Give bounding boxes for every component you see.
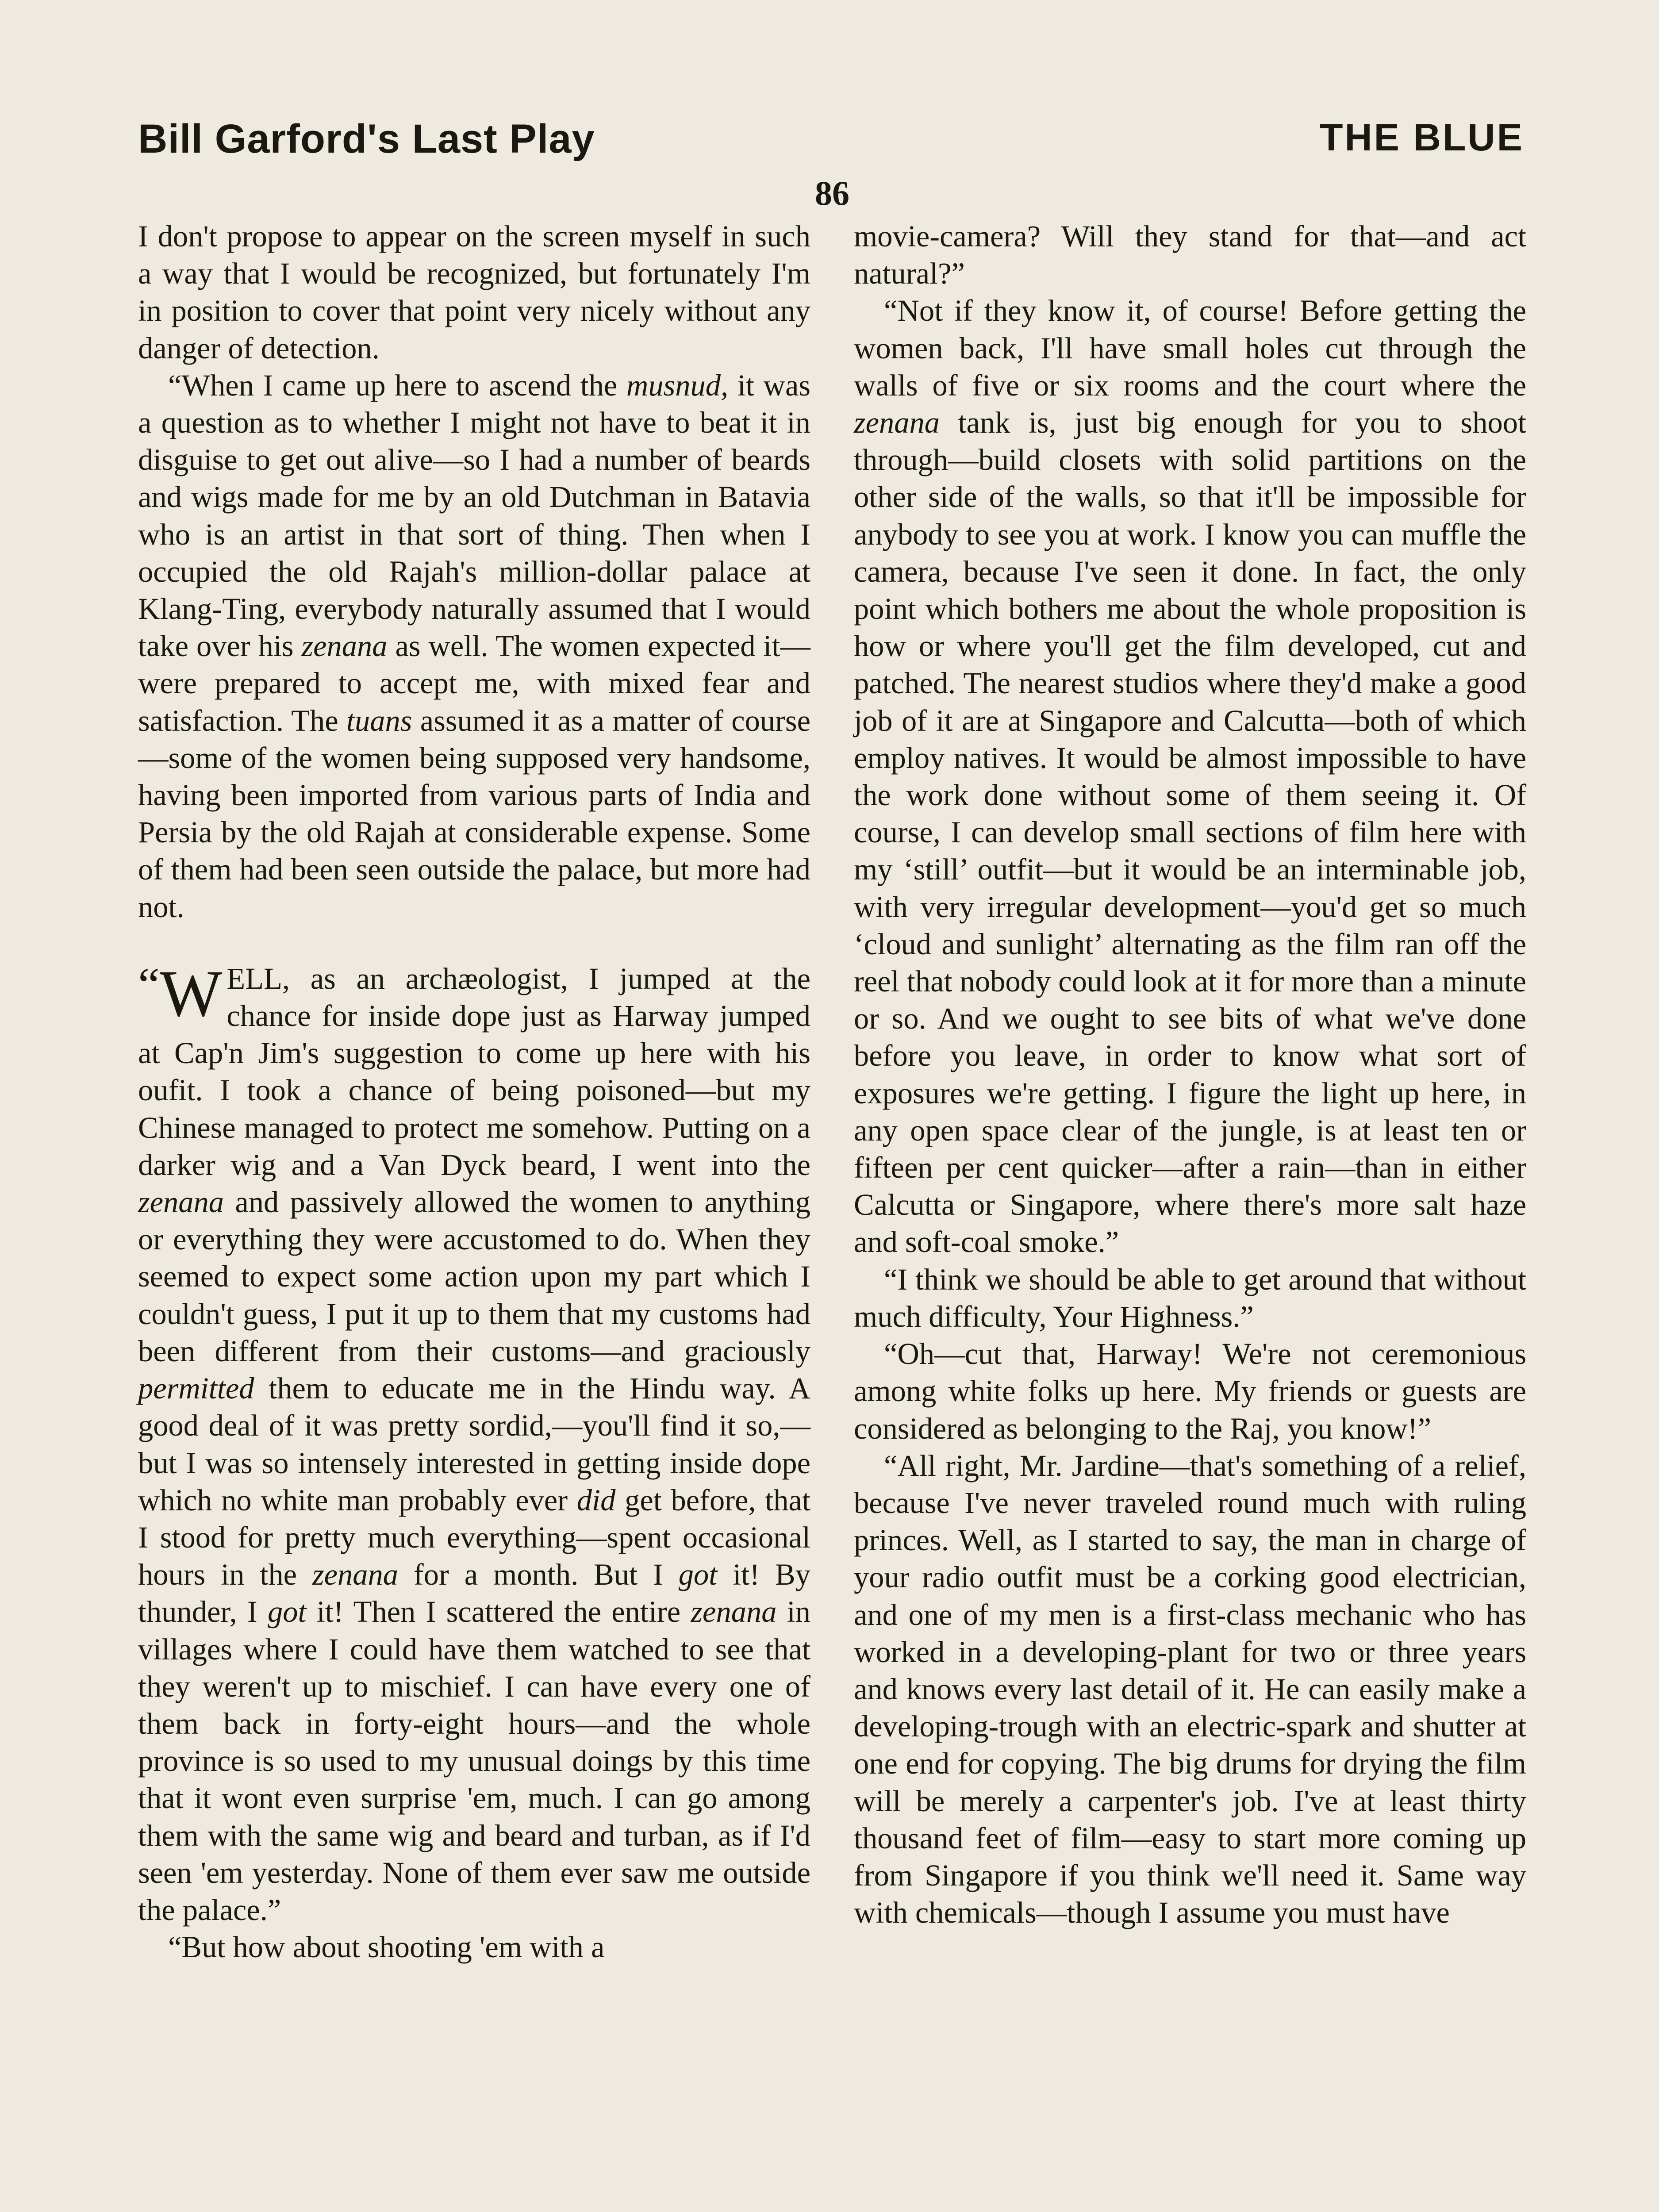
- right-column: [854, 218, 1526, 1931]
- section-opening-paragraph: “W ELL, as an archæologist, I jumped at the chance for inside dope just as Harway jumped at Cap'n Jim's suggestion to come up here with his oufit. I took a chance of being poisoned—but my Chinese managed to protect me somehow. Putting on a darker wig and a Van Dyck beard, I went into the zenana and passively allowed the women to anything or everything they were accustomed to do. When they seemed to expect some action upon my part which I couldn't guess, I put it up to them that my customs had been different from their customs—and graciously permitted them to educate me in the Hindu way. A good deal of it was pretty sordid,—you'll find it so,—but I was so intensely interested in getting inside dope which no white man probably ever did get before, that I stood for pretty much everything—spent occasional hours in the zenana for a month. But I got it! By thunder, I got it! Then I scattered the entire zenana in villages where I could have them watched to see that they weren't up to mischief. I can have every one of them back in forty-eight hours—and the whole province is so used to my unusual doings by this time that it wont even surprise 'em, much. I can go among them with the same wig and beard and turban, as if I'd seen 'em yesterday. None of them ever saw me outside the palace.”: [138, 956, 810, 1927]
- page-number: 86: [815, 174, 849, 212]
- drop-cap: “W: [138, 956, 223, 1030]
- left-column: [138, 218, 810, 1966]
- paragraph: “I think we should be able to get around that without much difficulty, Your Highness.”: [854, 1262, 1526, 1333]
- paragraph: “Not if they know it, of course! Before getting the women back, I'll have small holes cut through the walls of five or six rooms and the court where the zenana tank is, just big enough for you to shoot through—build closets with solid partitions on the other side of the walls, so that it'll be impossible for anybody to see you at work. I know you can muffle the camera, because I've seen it done. In fact, the only point which bothers me about the whole proposition is how or where you'll get the film developed, cut and patched. The nearest studios where they'd make a good job of it are at Singapore and Calcutta—both of which employ natives. It would be almost impossible to have the work done without some of them seeing it. Of course, I can develop small sections of film here with my ‘still’ outfit—but it would be an interminable job, with very irregular development—you'd get so much ‘cloud and sunlight’ alternating as the film ran off the reel that nobody could look at it for more than a minute or so. And we ought to see bits of what we've done before you leave, in order to know what sort of exposures we're getting. I figure the light up here, in any open space clear of the jungle, is at least ten or fifteen per cent quicker—after a rain—than in either Calcutta or Singapore, where there's more salt haze and soft-coal smoke.”: [854, 294, 1526, 1259]
- paragraph: movie-camera? Will they stand for that—and act natural?”: [854, 219, 1526, 291]
- story-title: Bill Garford's Last Play: [138, 116, 595, 161]
- magazine-name: THE BLUE: [1320, 116, 1524, 159]
- paragraph: I don't propose to appear on the screen myself in such a way that I would be recognized, but fortunately I'm in position to cover that point very nicely without any danger of detection.: [138, 219, 810, 365]
- paragraph: “When I came up here to ascend the musnud, it was a question as to whether I might not have to beat it in disguise to get out alive—so I had a number of beards and wigs made for me by an old Dutchman in Batavia who is an artist in that sort of thing. Then when I occupied the old Rajah's million-dollar palace at Klang-Ting, everybody naturally assumed that I would take over his zenana as well. The women expected it—were prepared to accept me, with mixed fear and satisfaction. The tuans assumed it as a matter of course—some of the women being supposed very handsome, having been imported from various parts of India and Persia by the old Rajah at considerable expense. Some of them had been seen outside the palace, but more had not.: [138, 368, 810, 924]
- paragraph: “All right, Mr. Jardine—that's something of a relief, because I've never traveled round much with ruling princes. Well, as I started to say, the man in charge of your radio outfit must be a corking good electrician, and one of my men is a first-class mechanic who has worked in a developing-plant for two or three years and knows every last detail of it. He can easily make a developing-trough with an electric-spark and shutter at one end for copying. The big drums for drying the film will be merely a carpenter's job. I've at least thirty thousand feet of film—easy to start more coming up from Singapore if you think we'll need it. Same way with chemicals—though I assume you must have: [854, 1448, 1526, 1930]
- paragraph: “Oh—cut that, Harway! We're not ceremonious among white folks up here. My friends or guests are considered as belonging to the Raj, you know!”: [854, 1337, 1526, 1445]
- paragraph: “But how about shooting 'em with a: [168, 1930, 605, 1964]
